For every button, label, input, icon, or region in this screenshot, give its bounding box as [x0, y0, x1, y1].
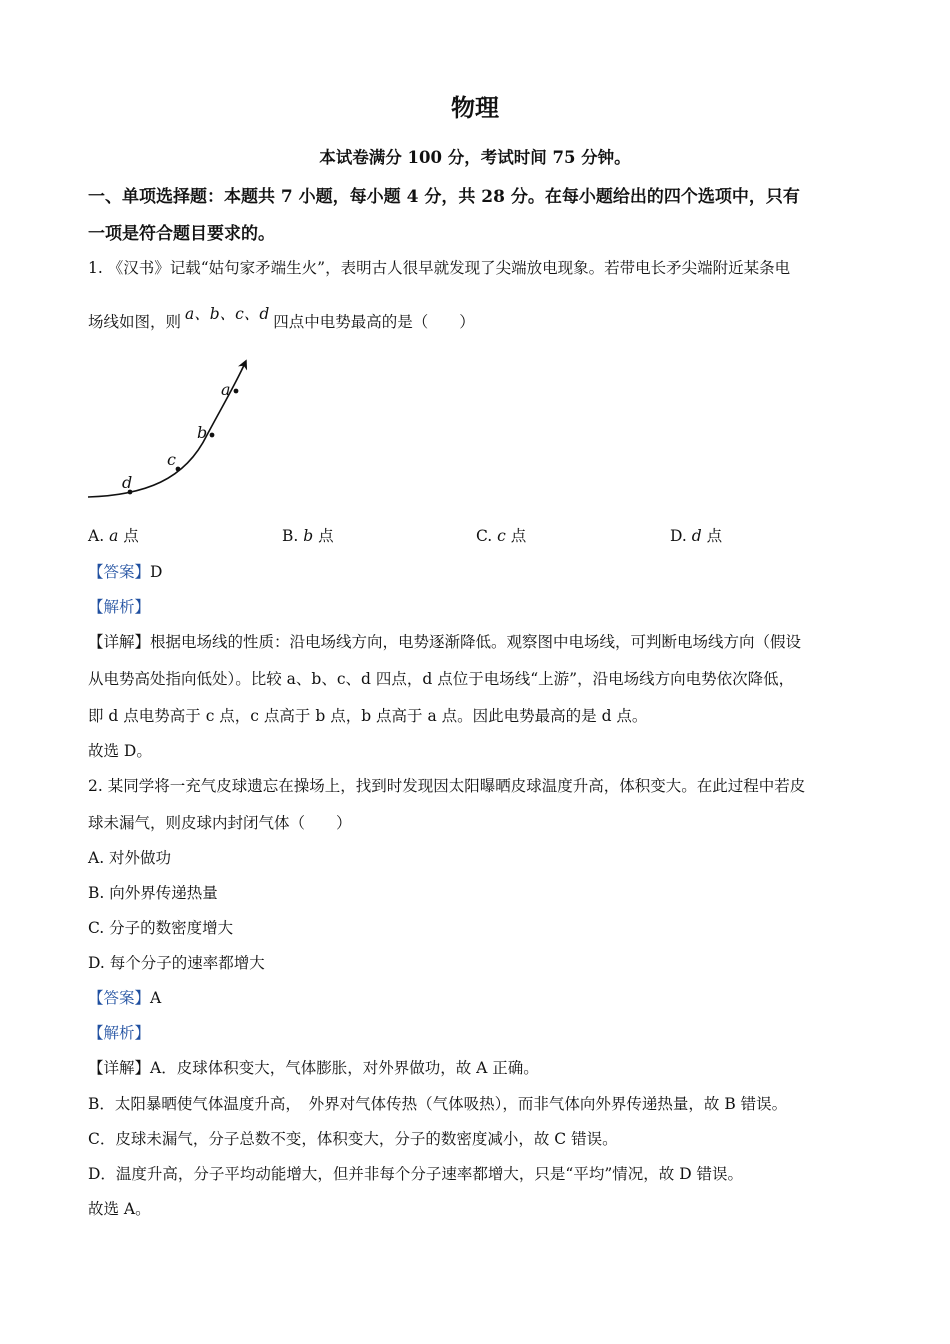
q2-stem-line1: 2. 某同学将一充气皮球遗忘在操场上，找到时发现因太阳曝晒皮球温度升高，体积变大。在此过程中若皮: [88, 777, 806, 795]
q2-answer: [88, 986, 161, 1008]
label-a: a: [221, 380, 231, 399]
label-b: b: [197, 423, 208, 442]
q2-detail-line4: D．温度升高，分子平均动能增大，但并非每个分子速率都增大，只是“平均”情况，故 D 错误。: [88, 1165, 744, 1183]
section-heading-line2: 一项是符合题目要求的。: [88, 224, 275, 244]
q1-answer-tag: 【答案】: [88, 563, 151, 581]
q1-stem-prefix: 场线如图，则: [88, 313, 182, 331]
q1-option-b: B. b 点: [282, 527, 334, 545]
q2-option-c: C. 分子的数密度增大: [88, 919, 234, 937]
q1-stem-vars: a、b、c、d: [185, 305, 270, 323]
q1-detail-line2: 从电势高处指向低处）。比较 a、b、c、d 四点，d 点位于电场线“上游”，沿电场线方向电势依次降低，: [88, 670, 795, 688]
q1-option-c: C. c 点: [476, 527, 527, 545]
point-a: [234, 389, 239, 394]
q1-stem-line2: [88, 305, 475, 332]
q1-answer: [88, 560, 162, 582]
label-d: d: [122, 473, 133, 492]
q2-detail-line3: C．皮球未漏气，分子总数不变，体积变大，分子的数密度减小，故 C 错误。: [88, 1130, 618, 1148]
q2-detail-line2: B．太阳暴晒使气体温度升高， 外界对气体传热（气体吸热），而非气体向外界传递热量，故 B 错误。: [88, 1095, 788, 1113]
q2-option-d: D. 每个分子的速率都增大: [88, 954, 265, 972]
q2-answer-value: A: [150, 989, 162, 1007]
q1-detail-line3: 即 d 点电势高于 c 点，c 点高于 b 点，b 点高于 a 点。因此电势最高的是 d 点。: [88, 707, 648, 725]
point-c: [176, 467, 181, 472]
exam-info: 本试卷满分 100 分，考试时间 75 分钟。: [319, 148, 631, 167]
q1-option-a: A. a 点: [88, 527, 139, 545]
q1-detail-line1: 【详解】根据电场线的性质：沿电场线方向，电势逐渐降低。观察图中电场线，可判断电场线方向（假设: [88, 633, 802, 651]
q2-stem-line2: 球未漏气，则皮球内封闭气体（ ）: [88, 814, 352, 832]
q2-option-a: A. 对外做功: [88, 849, 172, 867]
q1-conclusion: 故选 D。: [88, 742, 152, 760]
electric-field-line-figure: [85, 355, 265, 505]
q2-answer-tag: 【答案】: [88, 989, 151, 1007]
q1-stem-suffix: 四点中电势最高的是（ ）: [273, 313, 475, 331]
point-b: [210, 433, 215, 438]
q1-stem-line1: 1. 《汉书》记载“姑句家矛端生火”，表明古人很早就发现了尖端放电现象。若带电长矛尖端附近某条电: [88, 259, 791, 277]
q1-answer-value: D: [150, 563, 163, 581]
q2-conclusion: 故选 A。: [88, 1200, 151, 1218]
q2-detail-line1: 【详解】A．皮球体积变大，气体膨胀，对外界做功，故 A 正确。: [88, 1059, 539, 1077]
q1-analysis-tag: 【解析】: [88, 598, 151, 616]
page-title: 物理: [451, 93, 499, 122]
label-c: c: [167, 450, 176, 469]
section-heading-line1: 一、单项选择题：本题共 7 小题，每小题 4 分，共 28 分。在每小题给出的四个选项中，只有: [88, 187, 800, 207]
q1-option-d: D. d 点: [670, 527, 723, 545]
q2-option-b: B. 向外界传递热量: [88, 884, 218, 902]
q2-analysis-tag: 【解析】: [88, 1024, 151, 1042]
